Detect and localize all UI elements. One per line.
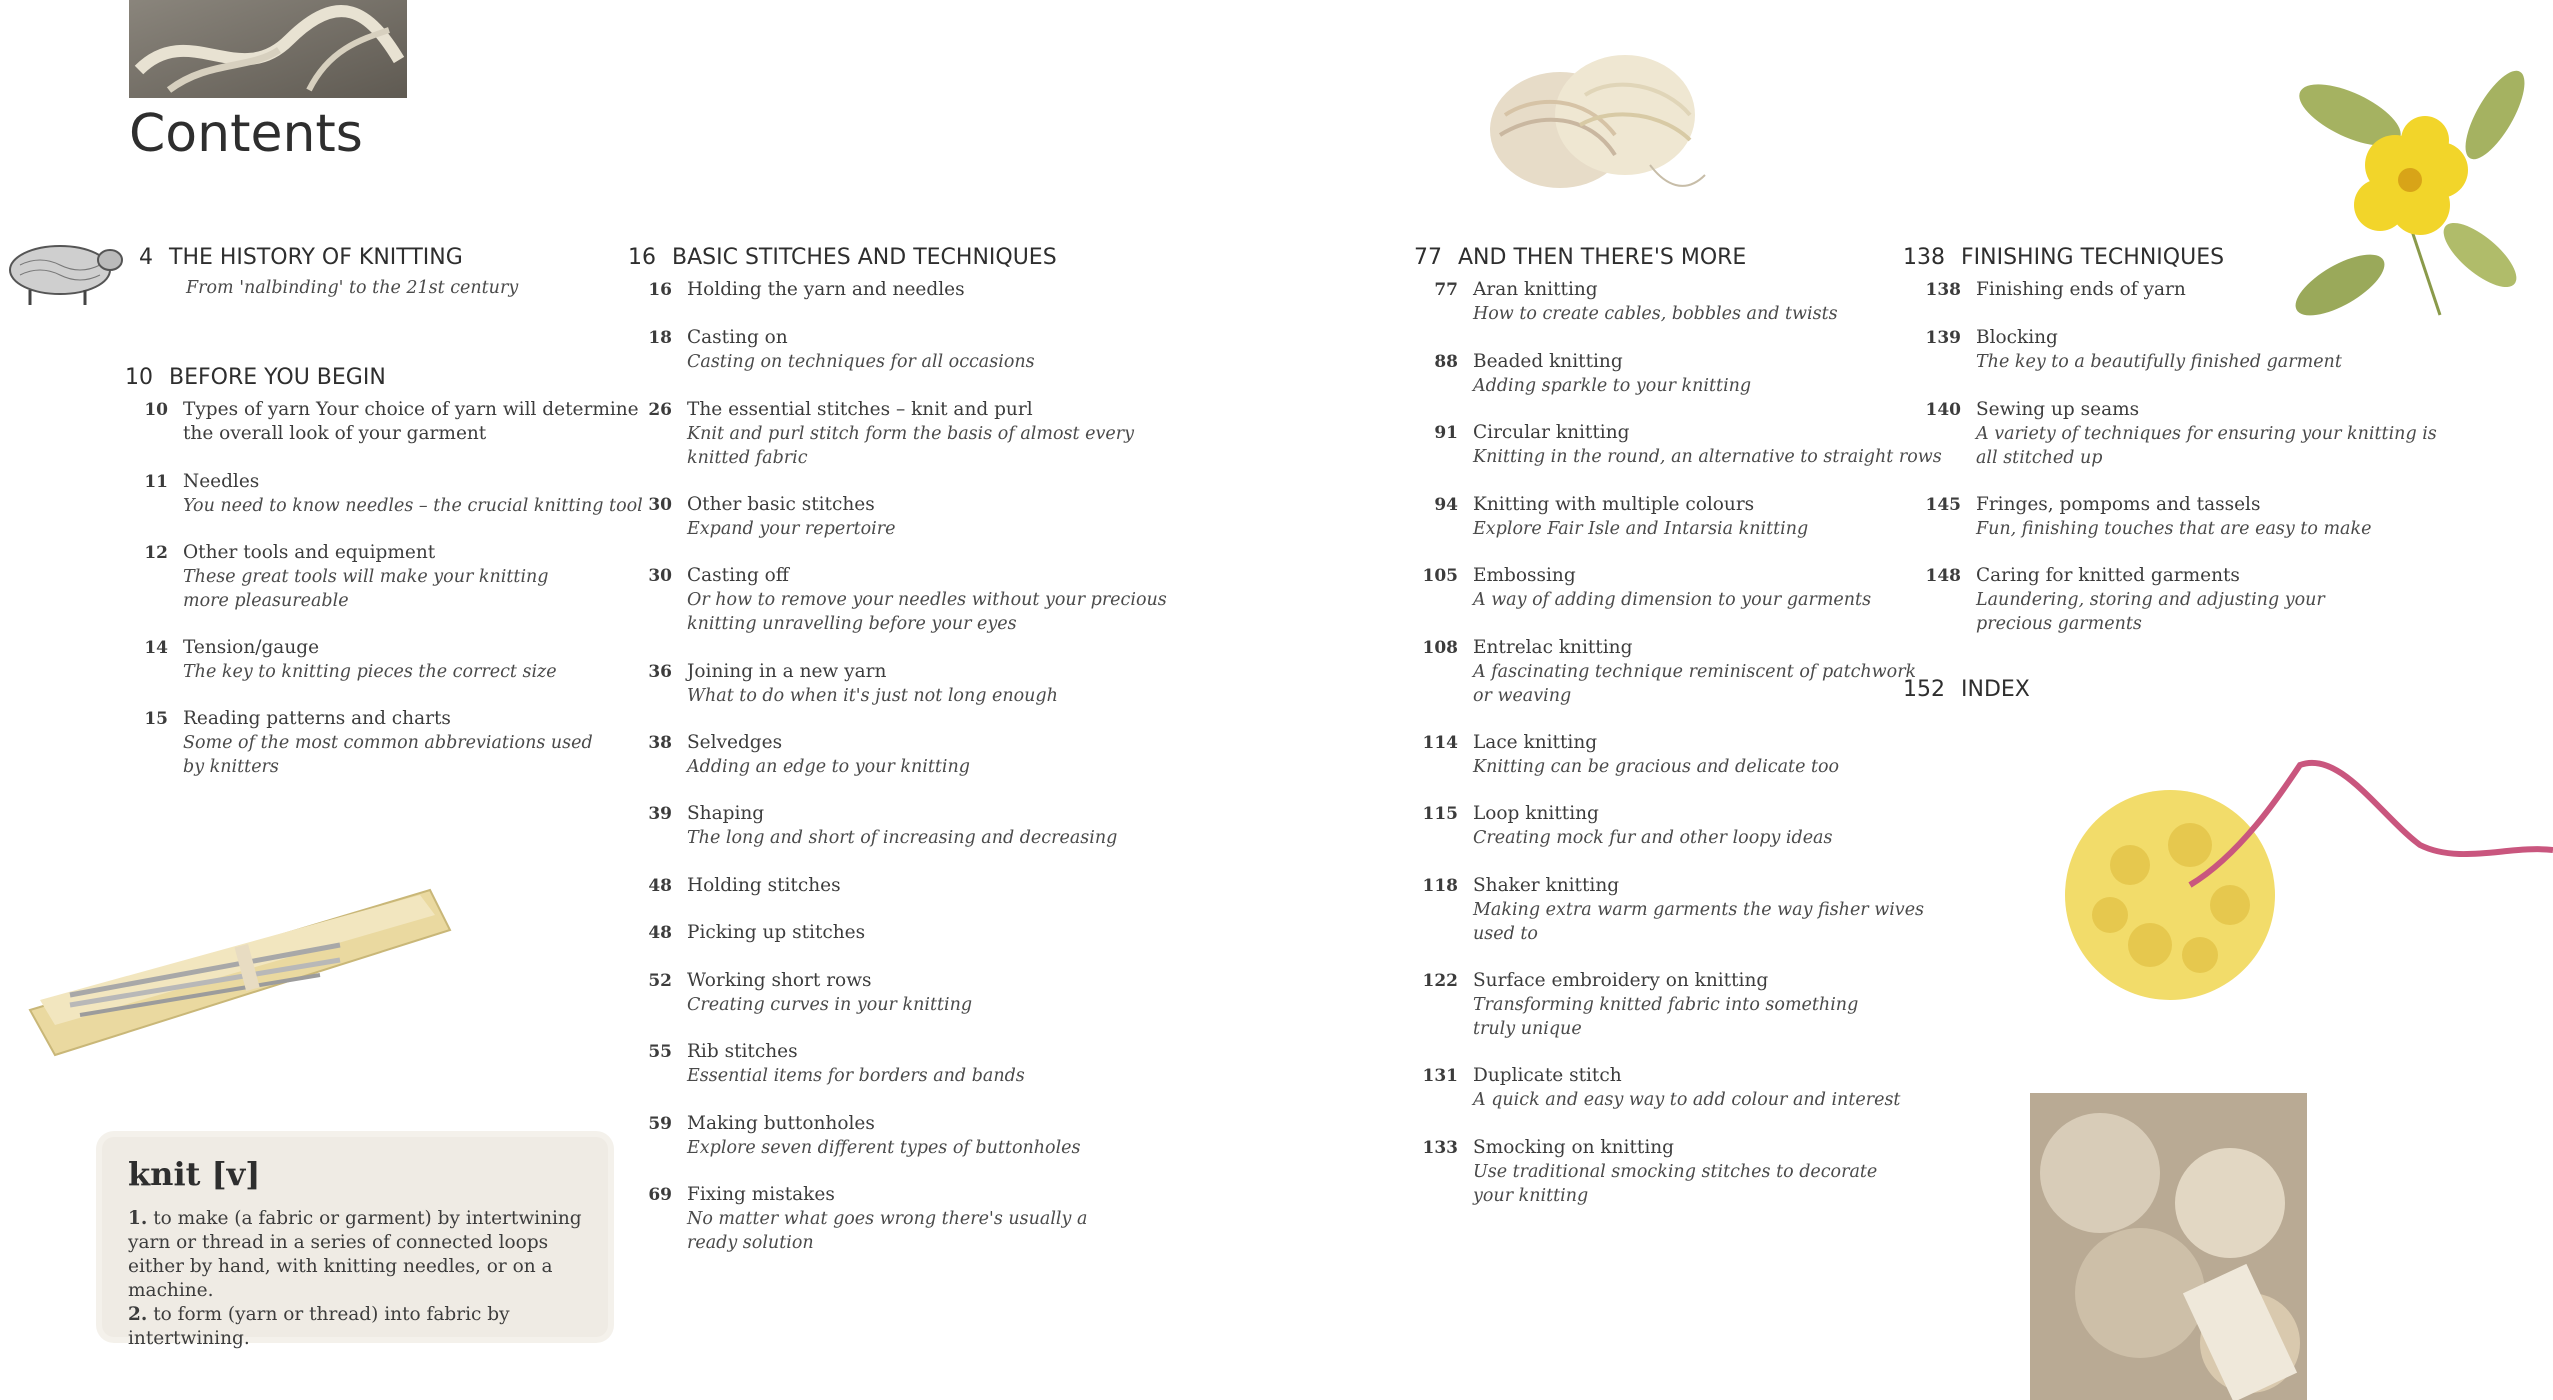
- section-basic-stitches[interactable]: [606, 245, 1057, 270]
- entry-title: Joining in a new yarn: [687, 661, 887, 682]
- entry-description: Knit and purl stitch form the basis of almost every: [687, 424, 1134, 444]
- entry-title: Casting off: [687, 565, 789, 586]
- entry-description: Some of the most common abbreviations used: [183, 733, 593, 753]
- entry-title: Circular knitting: [1473, 422, 1630, 443]
- entry-description-line2: by knitters: [183, 757, 279, 777]
- yarn-skeins-image: [1475, 35, 1720, 205]
- section-before-you-begin[interactable]: [103, 365, 386, 390]
- entry-page-number: 59: [648, 1114, 672, 1134]
- entry-title: Reading patterns and charts: [183, 708, 451, 729]
- entry-description-line2: precious garments: [1976, 614, 2142, 634]
- entry-description-line2: knitting unravelling before your eyes: [687, 614, 1017, 634]
- entry-title: The essential stitches – knit and purl: [687, 399, 1033, 420]
- section-history[interactable]: [103, 245, 463, 270]
- entry-title: Holding the yarn and needles: [687, 279, 965, 300]
- section-page-number: 10: [125, 365, 153, 390]
- entry-title: Needles: [183, 471, 260, 492]
- entry-title: Casting on: [687, 327, 788, 348]
- entry-page-number: 48: [648, 923, 672, 943]
- entry-description: Explore Fair Isle and Intarsia knitting: [1473, 519, 1809, 539]
- yellow-flower-image: [2280, 55, 2545, 330]
- entry-description-line2: your knitting: [1473, 1186, 1589, 1206]
- entry-description: Creating mock fur and other loopy ideas: [1473, 828, 1833, 848]
- entry-title: Sewing up seams: [1976, 399, 2140, 420]
- entry-title: Caring for knitted garments: [1976, 565, 2240, 586]
- entry-page-number: 122: [1422, 971, 1458, 991]
- entry-page-number: 131: [1422, 1066, 1458, 1086]
- entry-description: A quick and easy way to add colour and interest: [1473, 1090, 1901, 1110]
- entry-page-number: 114: [1422, 733, 1458, 753]
- yarn-photo-top: [129, 0, 407, 98]
- definition-meaning: to make (a fabric or garment) by intertwining yarn or thread in a series of connected loops either by hand, with knitting needles, or on a machine.: [128, 1208, 582, 1301]
- entry-title: Rib stitches: [687, 1041, 798, 1062]
- entry-page-number: 11: [144, 472, 168, 492]
- entry-page-number: 26: [648, 400, 672, 420]
- entry-page-number: 52: [648, 971, 672, 991]
- entry-title: Embossing: [1473, 565, 1576, 586]
- definition-box: [102, 1137, 608, 1349]
- section-finishing-techniques[interactable]: [1895, 245, 2224, 270]
- entry-title: Tension/gauge: [183, 637, 320, 658]
- entry-title: Shaker knitting: [1473, 875, 1620, 896]
- entry-page-number: 148: [1925, 566, 1961, 586]
- entry-title: Working short rows: [687, 970, 872, 991]
- entry-page-number: 105: [1422, 566, 1458, 586]
- entry-description-line2: truly unique: [1473, 1019, 1582, 1039]
- entry-title: Entrelac knitting: [1473, 637, 1633, 658]
- entry-description: A variety of techniques for ensuring your knitting is: [1976, 424, 2437, 444]
- entry-title: Lace knitting: [1473, 732, 1598, 753]
- entry-page-number: 69: [648, 1185, 672, 1205]
- entry-description: How to create cables, bobbles and twists: [1473, 304, 1838, 324]
- section-page-number: 4: [139, 245, 153, 270]
- entry-description: Explore seven different types of buttonholes: [687, 1138, 1081, 1158]
- entry-title: Holding stitches: [687, 875, 841, 896]
- entry-page-number: 30: [648, 566, 672, 586]
- section-title: THE HISTORY OF KNITTING: [169, 245, 463, 270]
- entry-description: Fun, finishing touches that are easy to make: [1976, 519, 2372, 539]
- pompom-image: [2040, 755, 2553, 1035]
- entry-description-line2: more pleasureable: [183, 591, 349, 611]
- entry-description: A way of adding dimension to your garments: [1473, 590, 1872, 610]
- entry-title: Selvedges: [687, 732, 783, 753]
- entry-title: Surface embroidery on knitting: [1473, 970, 1769, 991]
- entry-title: Picking up stitches: [687, 922, 866, 943]
- entry-title: Blocking: [1976, 327, 2058, 348]
- definition-item: [128, 1207, 598, 1303]
- entry-page-number: 145: [1925, 495, 1961, 515]
- entry-title: Types of yarn Your choice of yarn will determine: [183, 399, 639, 420]
- entry-description-line2: knitted fabric: [687, 448, 808, 468]
- entry-title: Aran knitting: [1473, 279, 1598, 300]
- entry-description: Essential items for borders and bands: [687, 1066, 1025, 1086]
- entry-page-number: 38: [648, 733, 672, 753]
- entry-page-number: 18: [648, 328, 672, 348]
- entry-page-number: 48: [648, 876, 672, 896]
- entry-page-number: 108: [1422, 638, 1458, 658]
- needle-case-image: [10, 870, 460, 1060]
- page-title: Contents: [129, 104, 363, 164]
- entry-page-number: 36: [648, 662, 672, 682]
- section-title: AND THEN THERE'S MORE: [1458, 245, 1747, 270]
- entry-description-line2: all stitched up: [1976, 448, 2103, 468]
- yarn-balls-photo: [2030, 1093, 2307, 1400]
- entry-title: Smocking on knitting: [1473, 1137, 1674, 1158]
- entry-title: Fixing mistakes: [687, 1184, 835, 1205]
- entry-description: Transforming knitted fabric into something: [1473, 995, 1859, 1015]
- entry-page-number: 39: [648, 804, 672, 824]
- entry-page-number: 16: [648, 280, 672, 300]
- entry-title: Finishing ends of yarn: [1976, 279, 2186, 300]
- section-and-then-theres-more[interactable]: [1392, 245, 1746, 270]
- definition-number: 2.: [128, 1304, 148, 1325]
- entry-description-line2: ready solution: [687, 1233, 814, 1253]
- entry-page-number: 15: [144, 709, 168, 729]
- entry-description: No matter what goes wrong there's usually a: [687, 1209, 1088, 1229]
- entry-description: Adding an edge to your knitting: [687, 757, 970, 777]
- entry-description: Knitting in the round, an alternative to straight rows: [1473, 447, 1942, 467]
- entry-description: Or how to remove your needles without your precious: [687, 590, 1167, 610]
- entry-page-number: 118: [1422, 876, 1458, 896]
- definition-meaning: to form (yarn or thread) into fabric by intertwining.: [128, 1304, 510, 1349]
- section-page-number: 152: [1903, 677, 1945, 702]
- entry-page-number: 94: [1434, 495, 1458, 515]
- entry-description: A fascinating technique reminiscent of patchwork: [1473, 662, 1917, 682]
- entry-page-number: 138: [1925, 280, 1961, 300]
- entry-description: The key to a beautifully finished garment: [1976, 352, 2342, 372]
- section-page-number: 77: [1414, 245, 1442, 270]
- definition-text: [128, 1207, 598, 1351]
- entry-description: Laundering, storing and adjusting your: [1976, 590, 2325, 610]
- entry-description: These great tools will make your knitting: [183, 567, 549, 587]
- entry-title: Knitting with multiple colours: [1473, 494, 1755, 515]
- entry-page-number: 55: [648, 1042, 672, 1062]
- section-index[interactable]: [1895, 677, 2030, 702]
- section-page-number: 16: [628, 245, 656, 270]
- section-page-number: 138: [1903, 245, 1945, 270]
- entry-page-number: 30: [648, 495, 672, 515]
- entry-page-number: 14: [144, 638, 168, 658]
- entry-description: Creating curves in your knitting: [687, 995, 973, 1015]
- entry-description: Making extra warm garments the way fisher wives: [1473, 900, 1925, 920]
- entry-page-number: 115: [1422, 804, 1458, 824]
- entry-description: The long and short of increasing and decreasing: [687, 828, 1118, 848]
- entry-description-line2: used to: [1473, 924, 1538, 944]
- entry-page-number: 88: [1434, 352, 1458, 372]
- entry-title: Making buttonholes: [687, 1113, 875, 1134]
- entry-description: You need to know needles – the crucial knitting tool: [183, 496, 643, 516]
- entry-page-number: 91: [1434, 423, 1458, 443]
- entry-page-number: 10: [144, 400, 168, 420]
- entry-page-number: 133: [1422, 1138, 1458, 1158]
- entry-title: Duplicate stitch: [1473, 1065, 1622, 1086]
- entry-page-number: 139: [1925, 328, 1961, 348]
- entry-title: Shaping: [687, 803, 765, 824]
- definition-word: knit [v]: [128, 1155, 261, 1193]
- entry-title: Loop knitting: [1473, 803, 1599, 824]
- definition-number: 1.: [128, 1208, 148, 1229]
- entry-page-number: 77: [1434, 280, 1458, 300]
- section-title: INDEX: [1961, 677, 2030, 702]
- entry-description: The key to knitting pieces the correct size: [183, 662, 557, 682]
- entry-title: Other tools and equipment: [183, 542, 436, 563]
- entry-description: What to do when it's just not long enough: [687, 686, 1058, 706]
- section-subtitle: From 'nalbinding' to the 21st century: [186, 278, 519, 298]
- section-title: BASIC STITCHES AND TECHNIQUES: [672, 245, 1057, 270]
- section-title: BEFORE YOU BEGIN: [169, 365, 386, 390]
- entry-title: Beaded knitting: [1473, 351, 1623, 372]
- section-title: FINISHING TECHNIQUES: [1961, 245, 2225, 270]
- entry-description: Use traditional smocking stitches to decorate: [1473, 1162, 1878, 1182]
- entry-page-number: 140: [1925, 400, 1961, 420]
- entry-title: Fringes, pompoms and tassels: [1976, 494, 2261, 515]
- entry-title-line2: the overall look of your garment: [183, 423, 487, 444]
- entry-title: Other basic stitches: [687, 494, 875, 515]
- entry-page-number: 12: [144, 543, 168, 563]
- entry-description-line2: or weaving: [1473, 686, 1572, 706]
- entry-description: Adding sparkle to your knitting: [1473, 376, 1752, 396]
- entry-description: Expand your repertoire: [687, 519, 896, 539]
- entry-description: Casting on techniques for all occasions: [687, 352, 1035, 372]
- entry-description: Knitting can be gracious and delicate too: [1473, 757, 1840, 777]
- definition-item: [128, 1303, 598, 1351]
